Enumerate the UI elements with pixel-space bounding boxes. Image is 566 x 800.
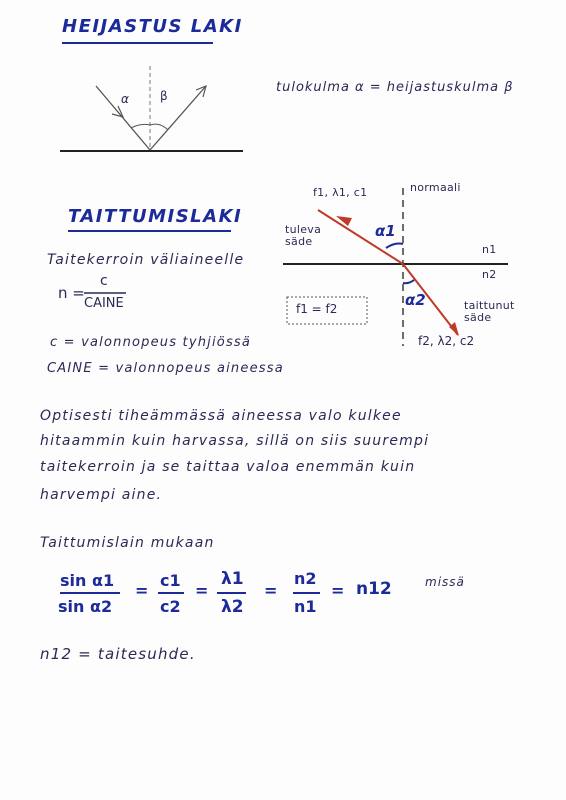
incoming-params: f1, λ1, c1 [313, 186, 368, 199]
formula-sin1: sin α1 [60, 571, 115, 590]
alpha-arc [131, 124, 150, 128]
alpha2-label: α2 [405, 291, 426, 309]
formula-eq-1: = [135, 581, 149, 600]
c-definition: c = valonnopeus tyhjiössä [50, 335, 252, 350]
formula-n1: n1 [294, 597, 317, 616]
refracted-params: f2, λ2, c2 [418, 334, 475, 348]
beta-arc [150, 124, 168, 130]
formula-where: missä [425, 575, 465, 589]
formula-n2: n2 [294, 569, 317, 588]
refracted-ray-label [464, 300, 515, 324]
index-numerator: c [100, 273, 108, 289]
formula-sin2: sin α2 [58, 597, 113, 616]
formula-c2: c2 [160, 597, 181, 616]
formula-n12: n12 [356, 579, 392, 599]
index-heading: Taitekerroin väliaineelle [47, 252, 245, 268]
beta-label: β [160, 89, 168, 103]
according-text: Taittumislain mukaan [40, 535, 215, 551]
index-denominator: CAINE [84, 296, 124, 311]
reflected-ray [150, 86, 206, 150]
formula-c1: c1 [160, 571, 181, 590]
n12-definition: n12 = taitesuhde. [40, 645, 196, 663]
medium2-label: n2 [482, 268, 497, 281]
refraction-title: TAITTUMISLAKI [68, 206, 243, 227]
medium1-label: n1 [482, 243, 497, 256]
incoming-ray-label-line2: säde [285, 235, 313, 248]
incoming-arrowhead [336, 216, 352, 226]
paragraph-line-2: hitaammin kuin harvassa, sillä on siis suurempi [40, 433, 430, 449]
paragraph-line-4: harvempi aine. [40, 487, 163, 503]
alpha-label: α [121, 92, 129, 106]
caine-definition: CAINE = valonnopeus aineessa [47, 361, 284, 376]
alpha1-label: α1 [375, 222, 396, 240]
paragraph-line-1: Optisesti tiheämmässä aineessa valo kulkee [40, 408, 402, 424]
incoming-ray-label [285, 224, 321, 248]
paragraph-line-3: taitekerroin ja se taittaa valoa enemmän kuin [40, 459, 416, 475]
formula-lambda2: λ2 [221, 597, 244, 617]
alpha1-arc [386, 244, 403, 249]
incoming-ray-label-line1: tuleva [285, 223, 322, 236]
reflection-law: tulokulma α = heijastuskulma β [276, 80, 514, 95]
alpha2-arc [403, 280, 414, 283]
index-eq: n = [58, 284, 85, 302]
refracted-ray-label-line2: säde [464, 311, 492, 324]
formula-eq-4: = [331, 581, 345, 600]
formula-eq-2: = [195, 581, 209, 600]
frequency-equal: f1 = f2 [296, 302, 338, 316]
reflection-title: HEIJASTUS LAKI [62, 16, 243, 37]
refracted-ray-label-line1: taittunut [464, 299, 515, 312]
formula-eq-3: = [264, 581, 278, 600]
formula-lambda1: λ1 [221, 569, 244, 589]
normal-label: normaali [410, 181, 461, 194]
